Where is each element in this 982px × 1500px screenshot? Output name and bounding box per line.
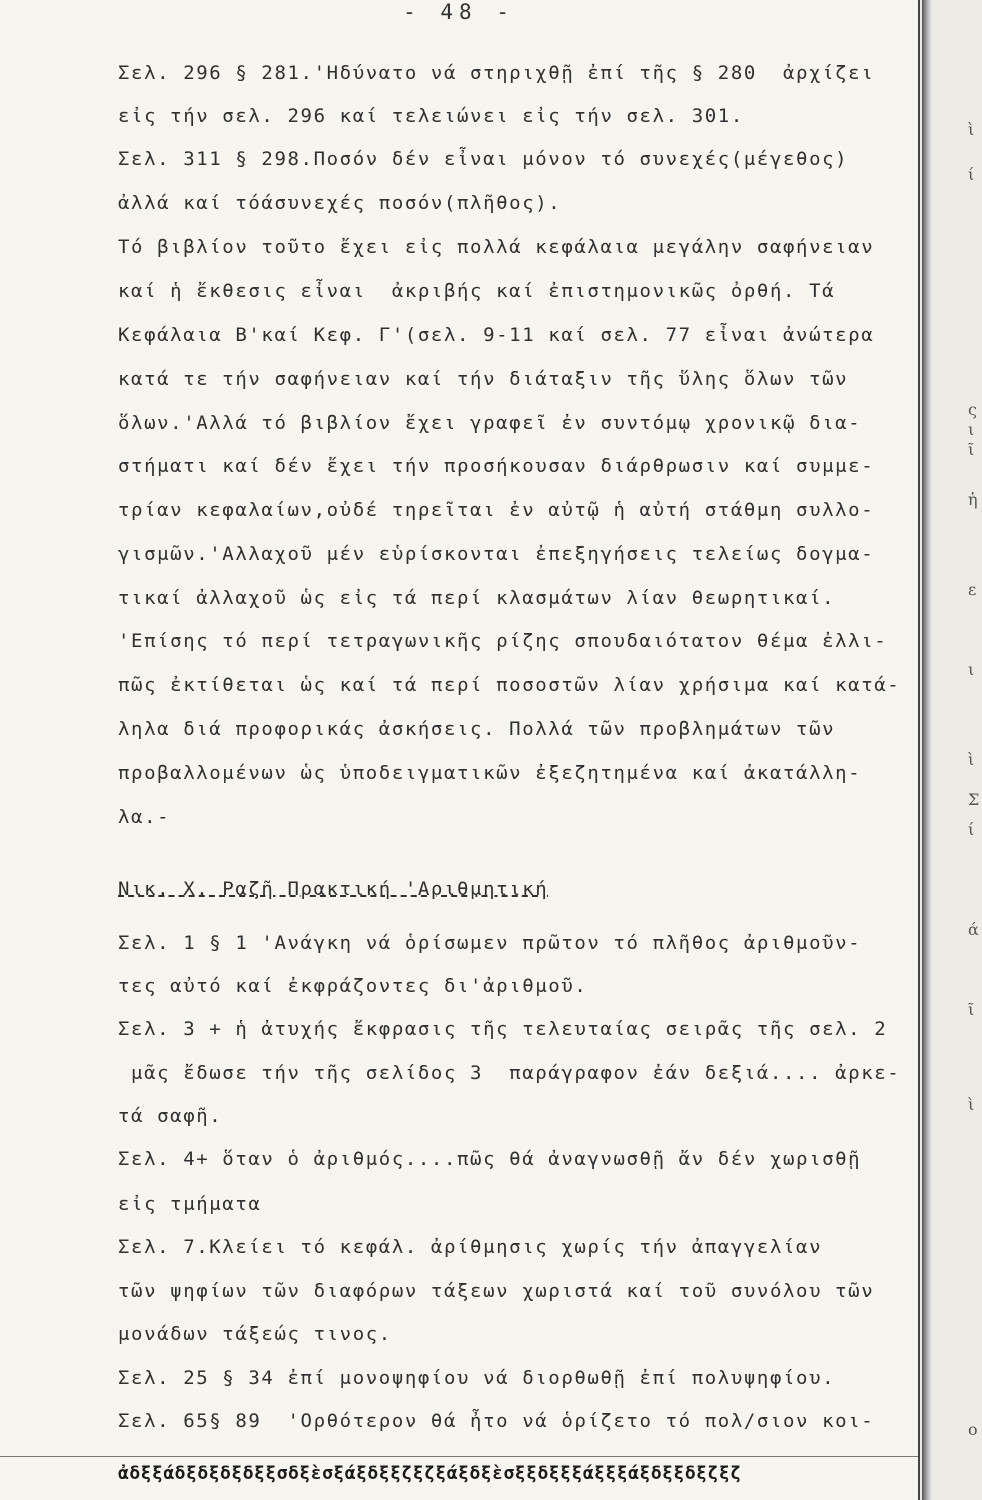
text-line: ἀλλά καί τόάσυνεχές ποσόν(πλῆθος). [118, 192, 562, 214]
text-line: Σελ. 3 + ἡ ἀτυχής ἔκφρασις τῆς τελευταίας σειρᾶς τῆς σελ. 2 [118, 1018, 888, 1040]
text-line: 'Επίσης τό περί τετραγωνικῆς ρίζης σπουδαιότατον θέμα ἐλλι- [118, 630, 888, 652]
text-line: γισμῶν.'Αλλαχοῦ μέν εὑρίσκονται ἐπεξηγήσεις τελείως δογμα- [118, 543, 875, 565]
margin-fragment: ῖ [968, 440, 975, 459]
text-line: Σελ. 7.Κλείει τό κεφάλ. ἀρίθμησις χωρίς τήν ἀπαγγελίαν [118, 1236, 823, 1258]
text-line: τῶν ψηφίων τῶν διαφόρων τάξεων χωριστά καί τοῦ συνόλου τῶν [118, 1280, 875, 1302]
margin-fragment: ε [968, 580, 977, 599]
overstrike-line: ἀδξξάδξδξδξδξξσδξὲσξάξδξξζξζξάξδξὲσξξδξξξάξξξάξδξξδξζξζ [118, 1463, 742, 1484]
margin-fragment: ι [968, 420, 975, 439]
text-line: μονάδων τάξεώς τινος. [118, 1323, 392, 1345]
margin-fragment: ά [968, 920, 979, 939]
text-line: τρίαν κεφαλαίων,οὐδέ τηρεῖται ἐν αὐτῷ ἡ αὐτή στάθμη συλλο- [118, 499, 875, 521]
margin-fragment: ς [968, 400, 977, 419]
margin-fragment: ί [968, 820, 975, 839]
text-line: Κεφάλαια Β'καί Κεφ. Γ'(σελ. 9-11 καί σελ. 77 εἶναι ἀνώτερα [118, 324, 875, 346]
text-line: τες αὐτό καί ἐκφράζοντες δι'ἀριθμοῦ. [118, 975, 588, 997]
margin-fragment: ι [968, 660, 975, 679]
text-line: Σελ. 25 § 34 ἐπί μονοψηφίου νά διορθωθῇ ἐπί πολυψηφίου. [118, 1367, 836, 1389]
text-line: Σελ. 4+ ὅταν ὁ ἀριθμός....πῶς θά ἀναγνωσθῇ ἄν δέν χωρισθῇ [118, 1148, 862, 1170]
footer-rule [0, 1456, 918, 1457]
text-line: Σελ. 296 § 281.'Ηδύνατο νά στηριχθῇ ἐπί τῆς § 280 ἀρχίζει [118, 62, 875, 84]
text-line: καί ἡ ἔκθεσις εἶναι ἀκριβής καί ἐπιστημονικῶς ὀρθή. Τά [118, 280, 836, 302]
text-line: Σελ. 311 § 298.Ποσόν δέν εἶναι μόνον τό συνεχές(μέγεθος) [118, 148, 849, 170]
margin-fragment: ὶ [968, 750, 975, 769]
text-line: Τό βιβλίον τοῦτο ἔχει εἰς πολλά κεφάλαια μεγάλην σαφήνειαν [118, 236, 875, 258]
text-line: ὅλων.'Αλλά τό βιβλίον ἔχει γραφεῖ ἐν συντόμῳ χρονικῷ δια- [118, 412, 862, 434]
text-line: μᾶς ἔδωσε τήν τῆς σελίδος 3 παράγραφον ἐάν δεξιά.... ἀρκε- [118, 1062, 901, 1084]
margin-fragment: ο [968, 1420, 978, 1439]
margin-fragment: ὶ [968, 1095, 975, 1114]
text-line: τικαί ἀλλαχοῦ ὡς εἰς τά περί κλασμάτων λίαν θεωρητικαί. [118, 587, 836, 609]
text-line: πῶς ἐκτίθεται ὡς καί τά περί ποσοστῶν λίαν χρήσιμα καί κατά- [118, 674, 901, 696]
text-line: προβαλλομένων ὡς ὑποδειγματικῶν ἐξεζητημένα καί ἀκατάλλη- [118, 762, 862, 784]
margin-fragment: ῖ [968, 1000, 975, 1019]
text-line: λα.- [118, 806, 171, 828]
binding-margin [918, 0, 982, 1500]
binding-shadow [922, 0, 932, 1500]
margin-fragment: ἡ [968, 490, 978, 509]
text-line: Σελ. 1 § 1 'Ανάγκη νά ὁρίσωμεν πρῶτον τό πλῆθος ἀριθμοῦν- [118, 932, 862, 954]
text-line: στήματι καί δέν ἔχει τήν προσήκουσαν διάρθρωσιν καί συμμε- [118, 455, 875, 477]
text-line: ληλα διά προφορικάς ἀσκήσεις. Πολλά τῶν προβλημάτων τῶν [118, 718, 836, 740]
text-line: εἰς τήν σελ. 296 καί τελειώνει εἰς τήν σελ. 301. [118, 105, 744, 127]
text-line: τά σαφῆ. [118, 1105, 223, 1127]
section-heading: Νικ. Χ. Ραζῆ Πρακτική 'Αριθμητική [118, 878, 549, 900]
margin-fragment: ί [968, 165, 975, 184]
text-line: Σελ. 65§ 89 'Ορθότερον θά ἦτο νά ὁρίζετο τό πολ/σιον κοι- [118, 1410, 875, 1432]
text-line: κατά τε τήν σαφήνειαν καί τήν διάταξιν τῆς ὕλης ὅλων τῶν [118, 368, 849, 390]
text-line: εἰς τμήματα [118, 1193, 262, 1215]
margin-fragment: Σ [968, 790, 980, 809]
page-number: - 48 - [403, 0, 515, 24]
margin-fragment: ὶ [968, 120, 975, 139]
